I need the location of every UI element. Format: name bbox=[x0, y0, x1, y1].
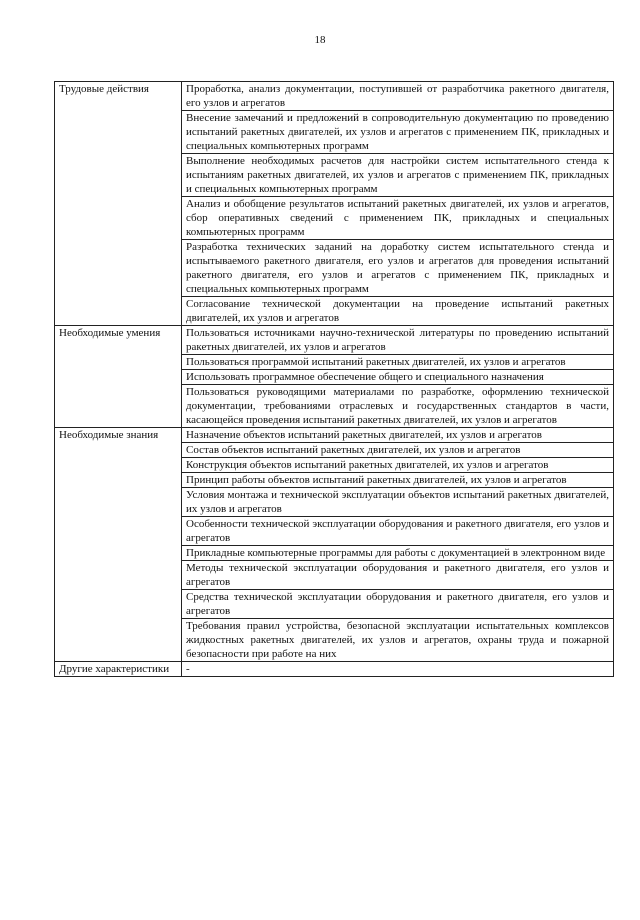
table-cell bbox=[182, 546, 614, 561]
section-label: Трудовые действия bbox=[55, 82, 182, 326]
cell-text: Состав объектов испытаний ракетных двигателей, их узлов и агрегатов bbox=[186, 444, 521, 456]
cell-text: - bbox=[186, 663, 190, 675]
table-cell bbox=[182, 111, 614, 154]
table-cell bbox=[182, 428, 614, 443]
table-row bbox=[55, 428, 614, 443]
cell-text: Использовать программное обеспечение общего и специального назначения bbox=[186, 371, 544, 383]
section-label: Необходимые знания bbox=[55, 428, 182, 662]
table-row bbox=[55, 662, 614, 677]
table-cell bbox=[182, 619, 614, 662]
table-cell bbox=[182, 458, 614, 473]
section-label: Необходимые умения bbox=[55, 326, 182, 428]
cell-text: Проработка, анализ документации, поступившей от разработчика ракетного двигателя, его узлов и агрегатов bbox=[186, 83, 609, 109]
table-cell bbox=[182, 197, 614, 240]
cell-text: Методы технической эксплуатации оборудования и ракетного двигателя, его узлов и агрегатов bbox=[186, 562, 609, 588]
cell-text: Условия монтажа и технической эксплуатации объектов испытаний ракетных двигателей, их узлов и агрегатов bbox=[186, 489, 609, 515]
cell-text: Внесение замечаний и предложений в сопроводительную документацию по проведению испытаний ракетных двигателей, их узлов и агрегатов с применением ПК, прикладных и специальных компьютерных программ bbox=[186, 112, 609, 152]
cell-text: Конструкция объектов испытаний ракетных двигателей, их узлов и агрегатов bbox=[186, 459, 549, 471]
table-cell bbox=[182, 370, 614, 385]
cell-text: Разработка технических заданий на доработку систем испытательного стенда и испытываемого ракетного двигателя, его узлов и агрегатов для проведения испытаний ракетного двигателя, его узлов и агрегатов с применением ПК, прикладных и специальных компьютерных программ bbox=[186, 241, 609, 295]
cell-text: Принцип работы объектов испытаний ракетных двигателей, их узлов и агрегатов bbox=[186, 474, 567, 486]
table-cell bbox=[182, 517, 614, 546]
section-label: Другие характеристики bbox=[55, 662, 182, 677]
table-cell bbox=[182, 82, 614, 111]
cell-text: Прикладные компьютерные программы для работы с документацией в электронном виде bbox=[186, 547, 606, 559]
table-row bbox=[55, 82, 614, 111]
table-cell bbox=[182, 355, 614, 370]
cell-text: Особенности технической эксплуатации оборудования и ракетного двигателя, его узлов и агрегатов bbox=[186, 518, 609, 544]
cell-text: Согласование технической документации на проведение испытаний ракетных двигателей, их узлов и агрегатов bbox=[186, 298, 609, 324]
table-cell bbox=[182, 662, 614, 677]
table-cell bbox=[182, 473, 614, 488]
table-cell bbox=[182, 590, 614, 619]
cell-text: Назначение объектов испытаний ракетных двигателей, их узлов и агрегатов bbox=[186, 429, 542, 441]
table-cell bbox=[182, 385, 614, 428]
cell-text: Требования правил устройства, безопасной эксплуатации испытательных комплексов жидкостных ракетных двигателей, их узлов и агрегатов, охраны труда и пожарной безопасности при работе на них bbox=[186, 620, 609, 660]
cell-text: Пользоваться программой испытаний ракетных двигателей, их узлов и агрегатов bbox=[186, 356, 566, 368]
requirements-table bbox=[54, 81, 614, 677]
cell-text: Пользоваться руководящими материалами по разработке, оформлению технической документации, требованиями отраслевых и государственных стандартов в части, касающейся проведения испытаний ракетных двигателей, их узлов и агрегатов bbox=[186, 386, 609, 426]
table-cell bbox=[182, 488, 614, 517]
cell-text: Средства технической эксплуатации оборудования и ракетного двигателя, его узлов и агрегатов bbox=[186, 591, 609, 617]
cell-text: Пользоваться источниками научно-технической литературы по проведению испытаний ракетных двигателей, их узлов и агрегатов bbox=[186, 327, 609, 353]
cell-text: Анализ и обобщение результатов испытаний ракетных двигателей, их узлов и агрегатов, сбор оперативных сведений с применением ПК, прикладных и специальных компьютерных программ bbox=[186, 198, 609, 238]
table-cell bbox=[182, 326, 614, 355]
table-row bbox=[55, 326, 614, 355]
page-number: 18 bbox=[314, 34, 326, 46]
table-cell bbox=[182, 561, 614, 590]
table-cell bbox=[182, 154, 614, 197]
table-cell bbox=[182, 443, 614, 458]
cell-text: Выполнение необходимых расчетов для настройки систем испытательного стенда к испытаниям ракетных двигателей, их узлов и агрегатов с применением ПК, прикладных и специальных компьютерных программ bbox=[186, 155, 609, 195]
table-cell bbox=[182, 297, 614, 326]
table-cell bbox=[182, 240, 614, 297]
